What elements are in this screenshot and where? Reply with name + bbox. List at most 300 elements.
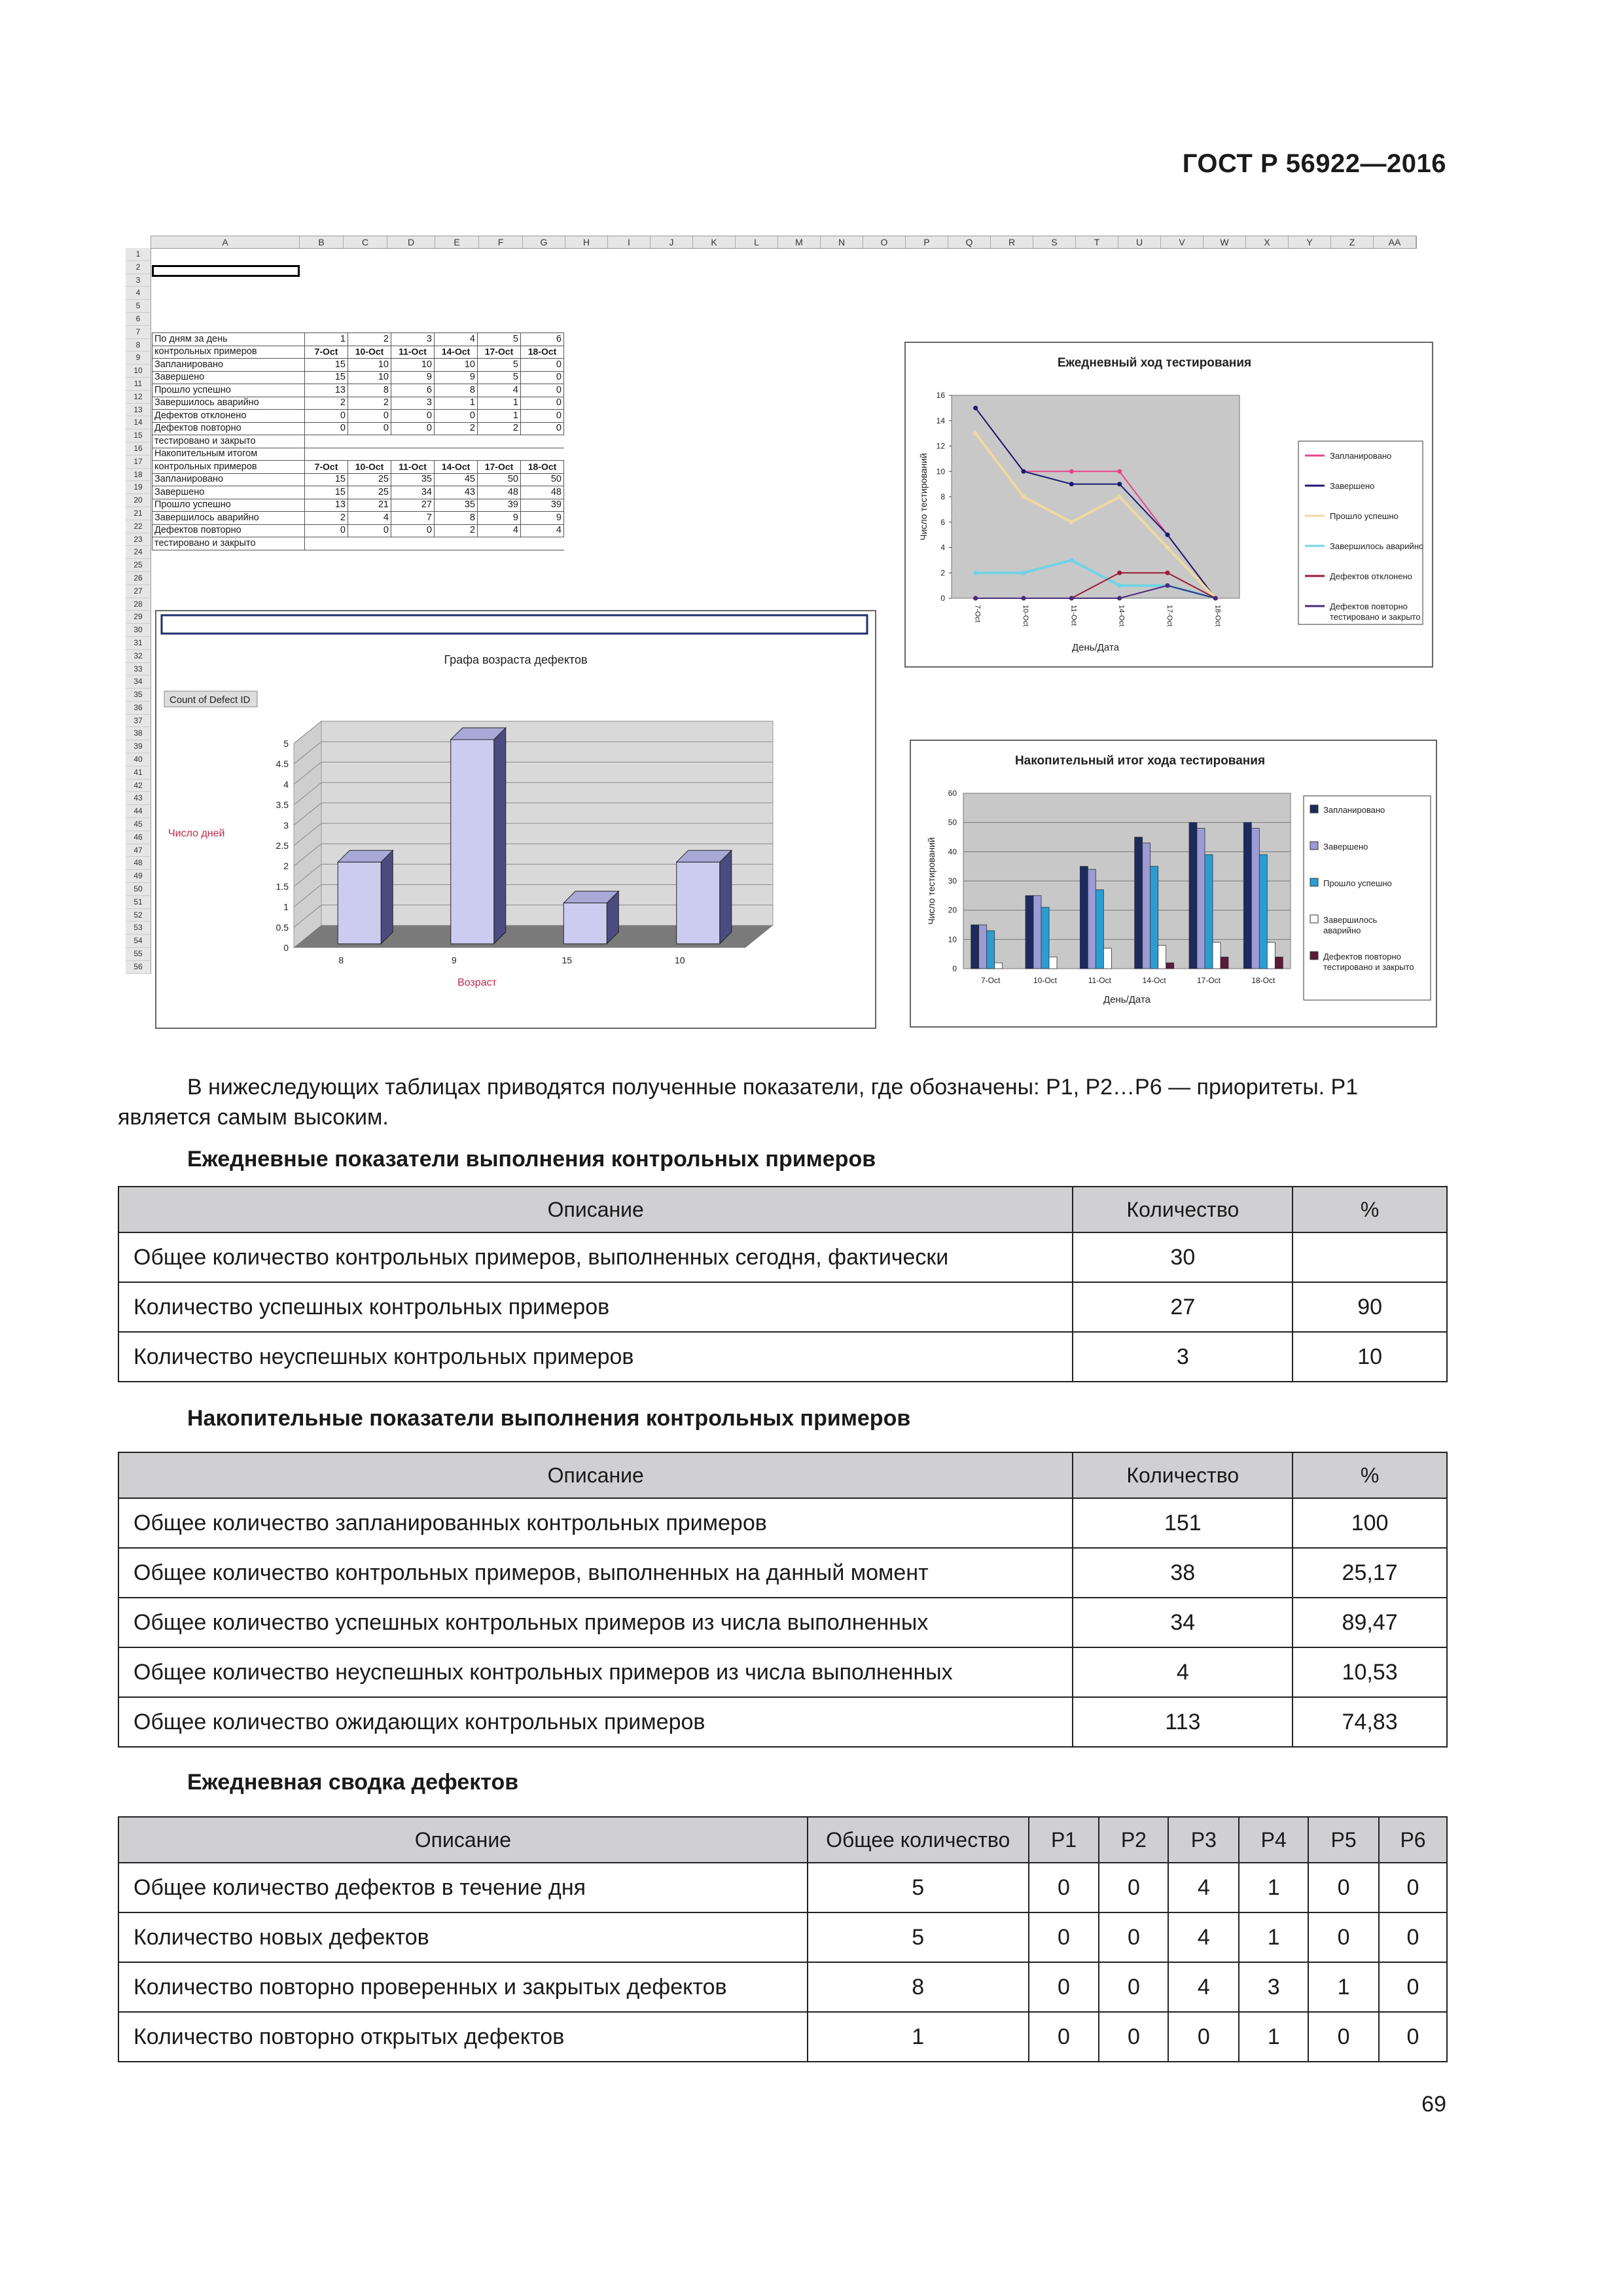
defect-value: 3 bbox=[1239, 1962, 1308, 2012]
row-header[interactable]: 46 bbox=[126, 831, 151, 844]
sheet-cell: 4 bbox=[435, 333, 478, 346]
row-header[interactable]: 14 bbox=[126, 416, 151, 429]
sheet-row bbox=[152, 397, 564, 410]
column-header-j[interactable]: J bbox=[651, 236, 693, 248]
data-point bbox=[1117, 596, 1122, 601]
cumulative-value: 113 bbox=[1073, 1697, 1293, 1747]
sheet-cell: 0 bbox=[391, 422, 435, 435]
data-point bbox=[973, 431, 978, 436]
cumulative-value: 10,53 bbox=[1293, 1647, 1447, 1697]
legend-label: аварийно bbox=[1323, 925, 1361, 935]
column-header-w[interactable]: W bbox=[1204, 236, 1246, 248]
y-tick-label: 10 bbox=[936, 467, 945, 476]
bar bbox=[1267, 942, 1275, 969]
sheet-cell: 35 bbox=[391, 473, 435, 486]
cumulative-row bbox=[118, 1697, 1447, 1747]
x-axis-label: День/Дата bbox=[1103, 994, 1150, 1005]
defect-description: Количество новых дефектов bbox=[118, 1912, 808, 1962]
row-header[interactable]: 31 bbox=[126, 637, 151, 650]
column-header-s[interactable]: S bbox=[1033, 236, 1076, 248]
defect-value: 0 bbox=[1099, 1912, 1168, 1962]
row-header[interactable]: 21 bbox=[126, 507, 151, 520]
legend-swatch bbox=[1310, 842, 1318, 850]
cumulative-value: 100 bbox=[1293, 1498, 1447, 1548]
defect-value: 0 bbox=[1379, 1962, 1447, 2012]
legend-label: Завершилось bbox=[1323, 915, 1378, 925]
row-header[interactable]: 24 bbox=[126, 546, 151, 559]
legend-box bbox=[1298, 441, 1423, 624]
column-header-f[interactable]: F bbox=[479, 236, 523, 248]
sheet-cell: 15 bbox=[305, 371, 348, 384]
row-header[interactable]: 38 bbox=[126, 727, 151, 740]
row-header[interactable]: 15 bbox=[126, 429, 151, 442]
row-header[interactable]: 29 bbox=[126, 611, 151, 624]
legend-label: Прошло успешно bbox=[1323, 878, 1392, 888]
sheet-cell: 17-Oct bbox=[478, 461, 521, 474]
sheet-cell: 15 bbox=[305, 486, 348, 499]
daily-row bbox=[118, 1232, 1447, 1282]
defect-header-cell: P6 bbox=[1379, 1817, 1447, 1863]
row-header[interactable]: 40 bbox=[126, 753, 151, 766]
data-point bbox=[1166, 533, 1170, 537]
column-header-m[interactable]: M bbox=[778, 236, 821, 248]
y-tick-label: 12 bbox=[936, 441, 945, 451]
cumulative-row bbox=[118, 1498, 1447, 1548]
bar bbox=[1158, 945, 1166, 969]
sheet-cell: 11-Oct bbox=[391, 346, 435, 359]
bar bbox=[979, 925, 987, 969]
row-header[interactable]: 26 bbox=[126, 572, 151, 585]
data-point bbox=[1022, 469, 1026, 474]
cumulative-progress-chart bbox=[910, 740, 1437, 1028]
bar bbox=[1221, 957, 1228, 969]
field-button-label: Count of Defect ID bbox=[169, 694, 251, 706]
data-point bbox=[1117, 495, 1122, 499]
row-header[interactable]: 8 bbox=[126, 339, 151, 352]
legend-label: Дефектов повторно bbox=[1323, 952, 1401, 961]
row-header[interactable]: 11 bbox=[126, 378, 151, 391]
row-header[interactable]: 44 bbox=[126, 805, 151, 818]
sheet-cell: 3 bbox=[391, 397, 435, 410]
sheet-cell: 15 bbox=[305, 359, 348, 372]
column-header-l[interactable]: L bbox=[736, 236, 778, 248]
row-header[interactable]: 6 bbox=[126, 313, 151, 326]
sheet-row bbox=[152, 486, 564, 499]
data-point bbox=[973, 571, 978, 575]
sheet-cell: 11-Oct bbox=[391, 461, 435, 474]
data-point bbox=[1069, 482, 1074, 486]
daily-header-cell: Описание bbox=[118, 1187, 1073, 1232]
row-header[interactable]: 56 bbox=[126, 961, 151, 974]
sheet-cell: 45 bbox=[435, 473, 478, 486]
row-header[interactable]: 1 bbox=[126, 248, 151, 261]
sheet-row-label: Запланировано bbox=[152, 359, 305, 372]
daily-progress-chart-svg bbox=[906, 343, 1432, 666]
sheet-cell: 0 bbox=[348, 422, 391, 435]
column-header-b[interactable]: B bbox=[300, 236, 344, 248]
y-tick-label: 40 bbox=[948, 847, 957, 857]
sheet-cell: 48 bbox=[521, 486, 564, 499]
row-header[interactable]: 35 bbox=[126, 689, 151, 702]
row-header[interactable]: 20 bbox=[126, 494, 151, 507]
row-header[interactable]: 9 bbox=[126, 351, 151, 365]
sheet-row-label: тестировано и закрыто bbox=[152, 435, 305, 448]
data-point bbox=[973, 406, 978, 410]
defect-value: 0 bbox=[1168, 2012, 1239, 2062]
row-header[interactable]: 10 bbox=[126, 365, 151, 378]
bar bbox=[1026, 895, 1033, 969]
selected-cell[interactable] bbox=[152, 265, 300, 277]
column-header-aa[interactable]: AA bbox=[1374, 236, 1416, 248]
sheet-cell: 13 bbox=[305, 499, 348, 512]
sheet-cell: 0 bbox=[521, 359, 564, 372]
defect-value: 0 bbox=[1308, 2012, 1379, 2062]
y-tick-label: 0.5 bbox=[276, 922, 289, 933]
row-header[interactable]: 43 bbox=[126, 792, 151, 805]
bar bbox=[1088, 869, 1096, 969]
cumulative-section-title: Накопительные показатели выполнения контрольных примеров bbox=[187, 1406, 911, 1431]
row-header[interactable]: 53 bbox=[126, 922, 151, 935]
cumulative-header-row bbox=[118, 1452, 1447, 1498]
x-axis-label: День/Дата bbox=[1072, 642, 1119, 653]
sheet-cell bbox=[521, 435, 564, 448]
chart-title: Ежедневный ход тестирования bbox=[1057, 356, 1252, 370]
sheet-row bbox=[152, 537, 564, 550]
sheet-cell: 0 bbox=[435, 410, 478, 423]
y-tick-label: 4 bbox=[283, 779, 289, 790]
daily-value bbox=[1293, 1232, 1447, 1282]
column-header-p[interactable]: P bbox=[906, 236, 948, 248]
sheet-row bbox=[152, 333, 564, 346]
y-tick-label: 16 bbox=[936, 391, 945, 400]
y-tick-label: 3.5 bbox=[276, 799, 289, 810]
row-header[interactable]: 19 bbox=[126, 481, 151, 494]
x-tick-label: 10-Oct bbox=[1033, 976, 1058, 985]
bar-side bbox=[720, 850, 732, 944]
bar bbox=[1213, 942, 1221, 969]
column-header-k[interactable]: K bbox=[693, 236, 736, 248]
defect-value: 0 bbox=[1099, 1863, 1168, 1912]
row-header[interactable]: 33 bbox=[126, 663, 151, 676]
sheet-cell bbox=[521, 537, 564, 550]
defect-value: 1 bbox=[1239, 2012, 1308, 2062]
row-header[interactable]: 54 bbox=[126, 935, 151, 948]
daily-description: Количество неуспешных контрольных примеров bbox=[118, 1332, 1073, 1382]
sheet-cell: 39 bbox=[478, 499, 521, 512]
daily-section-title: Ежедневные показатели выполнения контрольных примеров bbox=[187, 1147, 876, 1172]
sheet-cell: 43 bbox=[435, 486, 478, 499]
row-header[interactable]: 49 bbox=[126, 870, 151, 883]
sheet-cell bbox=[305, 537, 348, 550]
y-tick-label: 4.5 bbox=[276, 759, 289, 770]
bar bbox=[1251, 829, 1259, 969]
sheet-cell: 0 bbox=[305, 524, 348, 537]
defect-value: 0 bbox=[1379, 2012, 1447, 2062]
sheet-cell bbox=[305, 448, 348, 461]
row-header[interactable]: 52 bbox=[126, 909, 151, 922]
sheet-cell bbox=[435, 537, 478, 550]
defect-value: 0 bbox=[1029, 1912, 1099, 1962]
column-header-q[interactable]: Q bbox=[948, 236, 991, 248]
sheet-cell: 0 bbox=[521, 422, 564, 435]
column-header-g[interactable]: G bbox=[523, 236, 565, 248]
sheet-cell bbox=[521, 448, 564, 461]
column-header-n[interactable]: N bbox=[821, 236, 863, 248]
defect-row bbox=[118, 1912, 1447, 1962]
cumulative-row bbox=[118, 1598, 1447, 1647]
sheet-cell: 10 bbox=[348, 371, 391, 384]
sheet-cell: 13 bbox=[305, 384, 348, 397]
row-header[interactable]: 16 bbox=[126, 442, 151, 456]
row-header[interactable]: 13 bbox=[126, 404, 151, 417]
sheet-row bbox=[152, 410, 564, 423]
column-header-v[interactable]: V bbox=[1161, 236, 1204, 248]
daily-value: 3 bbox=[1073, 1332, 1293, 1382]
sheet-row-label: Накопительным итогом bbox=[152, 448, 305, 461]
sheet-cell: 0 bbox=[521, 371, 564, 384]
x-tick-label: 10-Oct bbox=[1022, 605, 1029, 627]
row-header[interactable]: 27 bbox=[126, 585, 151, 598]
sheet-cell: 50 bbox=[521, 473, 564, 486]
x-tick-label: 7-Oct bbox=[973, 605, 982, 622]
sheet-row bbox=[152, 359, 564, 372]
sheet-row bbox=[152, 512, 564, 525]
legend-label: Дефектов отклонено bbox=[1330, 571, 1412, 581]
row-header[interactable]: 12 bbox=[126, 391, 151, 404]
sheet-cell: 21 bbox=[348, 499, 391, 512]
sheet-row-label: Завершилось аварийно bbox=[152, 512, 305, 525]
sheet-cell: 10-Oct bbox=[348, 346, 391, 359]
data-point bbox=[1117, 469, 1122, 474]
defect-value: 0 bbox=[1029, 2012, 1099, 2062]
y-tick-label: 20 bbox=[948, 905, 957, 915]
x-tick-label: 9 bbox=[451, 955, 457, 965]
defect-value: 0 bbox=[1099, 2012, 1168, 2062]
y-tick-label: 8 bbox=[940, 492, 945, 501]
row-header[interactable]: 50 bbox=[126, 883, 151, 896]
sheet-cell: 1 bbox=[305, 333, 348, 346]
intro-paragraph bbox=[118, 1072, 1446, 1132]
bar bbox=[677, 862, 720, 944]
column-header-d[interactable]: D bbox=[387, 236, 435, 248]
defect-age-chart-svg bbox=[156, 611, 875, 1028]
bar bbox=[1135, 837, 1143, 969]
column-header-h[interactable]: H bbox=[565, 236, 608, 248]
sheet-cell: 8 bbox=[435, 384, 478, 397]
sheet-row-label: контрольных примеров bbox=[152, 346, 305, 359]
row-header[interactable]: 30 bbox=[126, 624, 151, 637]
column-header-o[interactable]: O bbox=[863, 236, 906, 248]
sheet-cell: 7-Oct bbox=[305, 461, 348, 474]
data-point bbox=[1022, 495, 1026, 499]
row-header[interactable]: 23 bbox=[126, 533, 151, 547]
bar bbox=[1033, 895, 1041, 969]
defect-description: Количество повторно проверенных и закрытых дефектов bbox=[118, 1962, 808, 2012]
legend-label: Завершилось аварийно bbox=[1330, 541, 1424, 551]
column-header-c[interactable]: C bbox=[344, 236, 387, 248]
row-header[interactable]: 47 bbox=[126, 844, 151, 857]
bar bbox=[1049, 957, 1057, 969]
column-header-u[interactable]: U bbox=[1118, 236, 1161, 248]
sheet-cell bbox=[348, 537, 391, 550]
row-header[interactable]: 3 bbox=[126, 274, 151, 287]
row-header[interactable]: 48 bbox=[126, 857, 151, 870]
cumulative-row bbox=[118, 1647, 1447, 1697]
defect-value: 1 bbox=[1239, 1863, 1308, 1912]
row-header[interactable]: 37 bbox=[126, 715, 151, 728]
sheet-cell: 10 bbox=[348, 359, 391, 372]
defect-value: 0 bbox=[1029, 1962, 1099, 2012]
sheet-row bbox=[152, 371, 564, 384]
sheet-cell bbox=[391, 537, 435, 550]
data-point bbox=[973, 596, 978, 601]
row-header[interactable]: 45 bbox=[126, 818, 151, 831]
sheet-cell: 34 bbox=[391, 486, 435, 499]
sheet-row bbox=[152, 346, 564, 359]
sheet-cell: 6 bbox=[391, 384, 435, 397]
sheet-cell: 7-Oct bbox=[305, 346, 348, 359]
daily-description: Количество успешных контрольных примеров bbox=[118, 1282, 1073, 1332]
row-header[interactable]: 42 bbox=[126, 780, 151, 793]
row-header[interactable]: 39 bbox=[126, 740, 151, 753]
data-point bbox=[1117, 571, 1122, 575]
defect-row bbox=[118, 1863, 1447, 1912]
chart-title: Накопительный итог хода тестирования bbox=[1014, 754, 1266, 768]
y-tick-label: 4 bbox=[940, 543, 945, 552]
sheet-cell: 2 bbox=[348, 333, 391, 346]
bar bbox=[987, 931, 995, 969]
row-header[interactable]: 32 bbox=[126, 650, 151, 663]
sheet-cell: 18-Oct bbox=[521, 346, 564, 359]
row-header[interactable]: 4 bbox=[126, 287, 151, 300]
column-header-e[interactable]: E bbox=[435, 236, 479, 248]
data-point bbox=[1117, 482, 1122, 486]
sheet-cell bbox=[305, 435, 348, 448]
column-header-i[interactable]: I bbox=[608, 236, 651, 248]
row-header[interactable]: 36 bbox=[126, 702, 151, 715]
y-tick-label: 14 bbox=[936, 416, 945, 425]
x-tick-label: 17-Oct bbox=[1166, 605, 1173, 627]
sheet-cell: 2 bbox=[305, 512, 348, 525]
bar bbox=[563, 903, 607, 944]
daily-description: Общее количество контрольных примеров, выполненных сегодня, фактически bbox=[118, 1232, 1073, 1282]
column-header-x[interactable]: X bbox=[1246, 236, 1289, 248]
legend-label: Запланировано bbox=[1330, 451, 1392, 461]
sheet-cell: 2 bbox=[435, 524, 478, 537]
sheet-cell bbox=[435, 435, 478, 448]
row-header[interactable]: 55 bbox=[126, 948, 151, 961]
sheet-cell: 5 bbox=[478, 333, 521, 346]
cumulative-value: 38 bbox=[1073, 1548, 1293, 1598]
x-axis-label: Возраст bbox=[457, 977, 497, 988]
x-tick-label: 8 bbox=[338, 955, 344, 965]
y-tick-label: 3 bbox=[283, 819, 289, 831]
sheet-cell: 10 bbox=[435, 359, 478, 372]
cumulative-value: 34 bbox=[1073, 1598, 1293, 1647]
sheet-cell: 4 bbox=[348, 512, 391, 525]
sheet-cell: 0 bbox=[521, 410, 564, 423]
sheet-cell: 0 bbox=[521, 397, 564, 410]
spreadsheet-figure bbox=[126, 236, 1441, 1034]
cumulative-header-cell: % bbox=[1293, 1452, 1447, 1498]
defect-header-cell: P1 bbox=[1029, 1817, 1099, 1863]
row-header[interactable]: 51 bbox=[126, 896, 151, 909]
y-tick-label: 30 bbox=[948, 876, 957, 886]
bar bbox=[1166, 963, 1174, 969]
cumulative-header-cell: Описание bbox=[118, 1452, 1073, 1498]
sheet-cell: 27 bbox=[391, 499, 435, 512]
y-tick-label: 0 bbox=[952, 964, 957, 973]
column-header-r[interactable]: R bbox=[991, 236, 1033, 248]
row-header[interactable]: 5 bbox=[126, 300, 151, 313]
row-header[interactable]: 7 bbox=[126, 326, 151, 339]
row-headers bbox=[126, 248, 151, 974]
sheet-cell bbox=[391, 435, 435, 448]
column-header-z[interactable]: Z bbox=[1331, 236, 1374, 248]
legend-label: Дефектов повторно bbox=[1330, 601, 1408, 611]
row-header[interactable]: 18 bbox=[126, 469, 151, 482]
sheet-cell bbox=[348, 448, 391, 461]
sheet-row-label: По дням за день bbox=[152, 333, 305, 346]
sheet-cell: 7 bbox=[391, 512, 435, 525]
row-header[interactable]: 41 bbox=[126, 766, 151, 780]
daily-value: 30 bbox=[1073, 1232, 1293, 1282]
bar bbox=[451, 740, 494, 944]
column-header-a[interactable]: A bbox=[151, 236, 300, 248]
daily-value: 10 bbox=[1293, 1332, 1447, 1382]
bar bbox=[1041, 907, 1049, 969]
row-header[interactable]: 28 bbox=[126, 598, 151, 611]
sheet-cell: 8 bbox=[348, 384, 391, 397]
cumulative-row bbox=[118, 1548, 1447, 1598]
legend-swatch bbox=[1310, 915, 1318, 923]
column-headers bbox=[151, 236, 1417, 249]
sheet-cell: 1 bbox=[478, 410, 521, 423]
sheet-row-label: Дефектов повторно bbox=[152, 524, 305, 537]
cumulative-description: Общее количество запланированных контрольных примеров bbox=[118, 1498, 1073, 1548]
x-tick-label: 14-Oct bbox=[1142, 976, 1166, 985]
sheet-cell: 8 bbox=[435, 512, 478, 525]
defect-header-cell: P3 bbox=[1168, 1817, 1239, 1863]
data-point bbox=[1022, 596, 1026, 601]
cumulative-value: 151 bbox=[1073, 1498, 1293, 1548]
defect-value: 0 bbox=[1379, 1863, 1447, 1912]
bar-side bbox=[381, 850, 393, 944]
cumulative-value: 74,83 bbox=[1293, 1697, 1447, 1747]
defect-section-title: Ежедневная сводка дефектов bbox=[187, 1770, 519, 1795]
row-header[interactable]: 17 bbox=[126, 456, 151, 469]
column-header-t[interactable]: T bbox=[1076, 236, 1118, 248]
y-tick-label: 2.5 bbox=[276, 840, 289, 851]
y-tick-label: 60 bbox=[948, 789, 957, 798]
sheet-cell: 9 bbox=[435, 371, 478, 384]
row-header[interactable]: 34 bbox=[126, 675, 151, 689]
y-tick-label: 5 bbox=[283, 738, 289, 749]
row-header[interactable]: 2 bbox=[126, 261, 151, 274]
bar bbox=[1096, 889, 1103, 969]
chart-selection-box bbox=[162, 615, 867, 634]
x-tick-label: 15 bbox=[562, 955, 573, 965]
row-header[interactable]: 22 bbox=[126, 520, 151, 533]
bar bbox=[1259, 855, 1267, 969]
data-point bbox=[1166, 545, 1170, 550]
sheet-row-label: Завершено bbox=[152, 486, 305, 499]
column-header-y[interactable]: Y bbox=[1289, 236, 1331, 248]
defect-value: 0 bbox=[1308, 1912, 1379, 1962]
row-header[interactable]: 25 bbox=[126, 559, 151, 572]
bar bbox=[1150, 867, 1158, 969]
sheet-cell: 1 bbox=[435, 397, 478, 410]
